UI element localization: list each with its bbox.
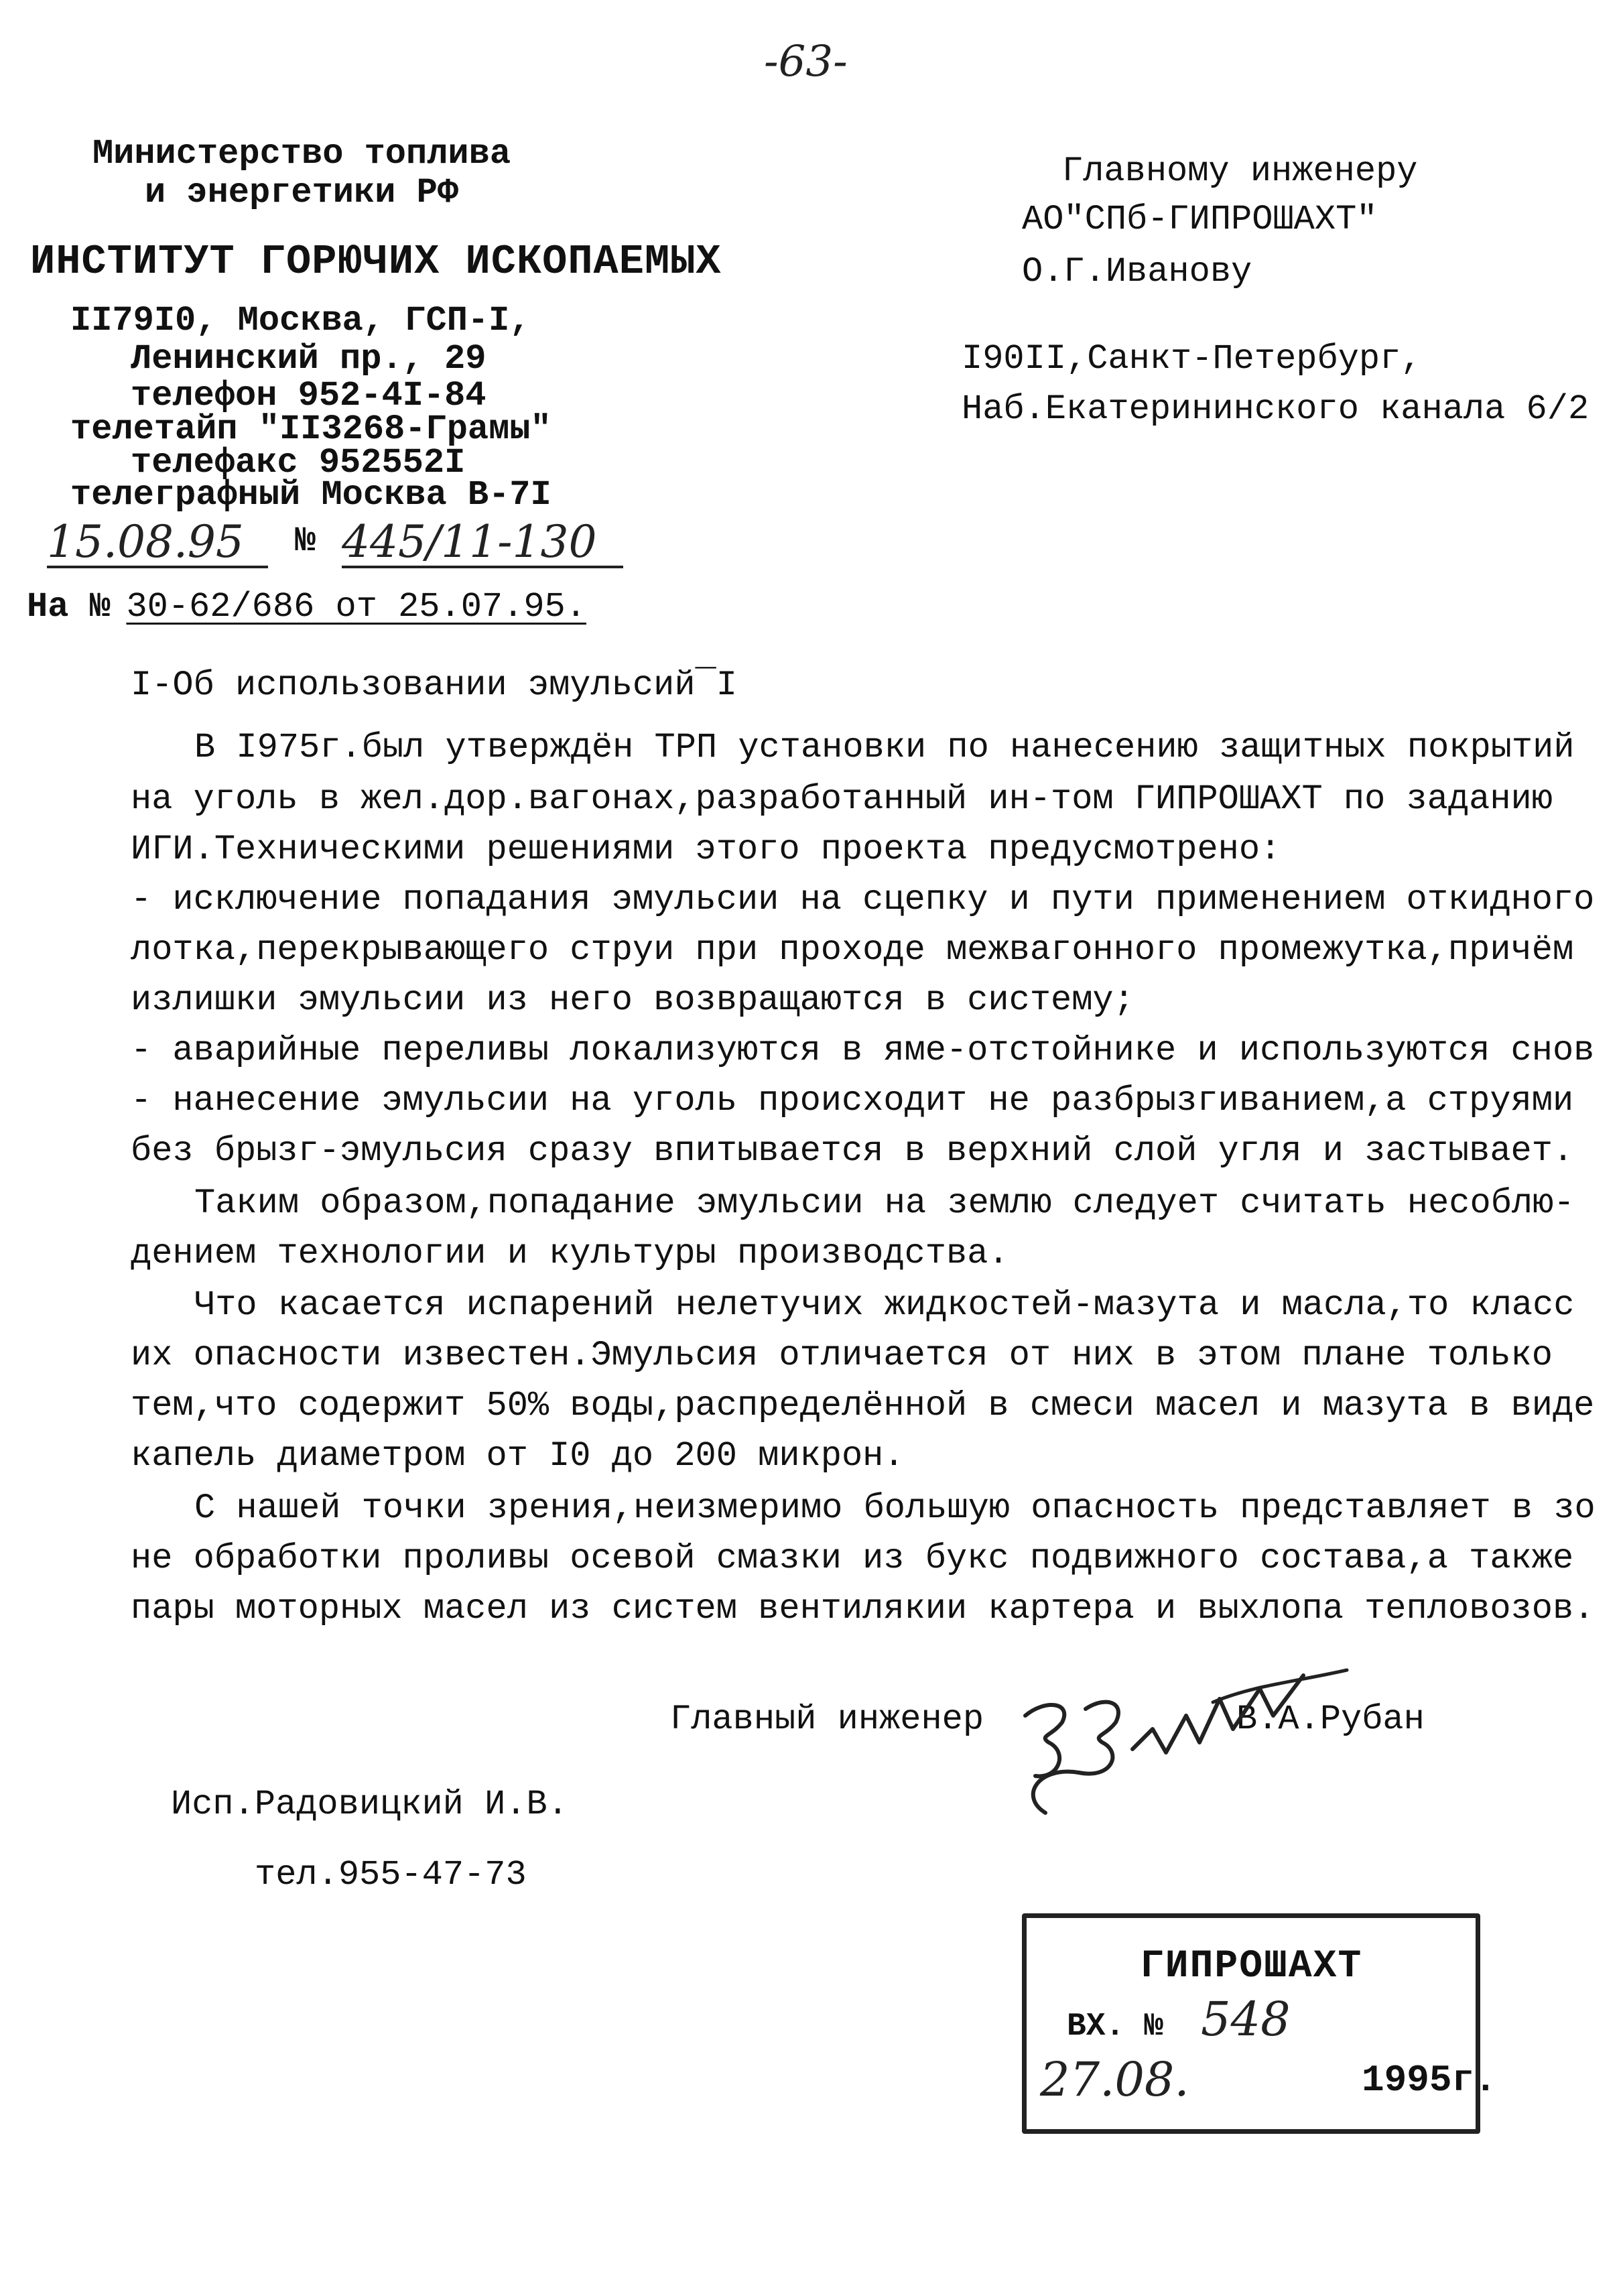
signer-name: В.А.Рубан xyxy=(1236,1700,1425,1739)
stamp-date: 27.08. xyxy=(1040,2052,1189,2107)
number-sign: № xyxy=(295,521,316,561)
reply-reference xyxy=(27,582,586,633)
address-line: телетайп "II3268-Грамы" xyxy=(70,409,551,449)
body-line: Что касается испарений нелетучих жидкостей-мазута и масла,то класс xyxy=(194,1285,1575,1325)
body-line: излишки эмульсии из него возвращаются в систему; xyxy=(131,980,1134,1020)
stamp-org: ГИПРОШАХТ xyxy=(1141,1945,1363,1988)
outgoing-date: 15.08.95 xyxy=(47,516,244,568)
executor-name: Исп.Радовицкий И.В. xyxy=(171,1785,568,1824)
body-line: - аварийные переливы локализуются в яме-отстойнике и используются снов xyxy=(131,1031,1595,1070)
body-line: без брызг-эмульсия сразу впитывается в верхний слой угля и застывает. xyxy=(131,1131,1574,1171)
body-line: пары моторных масел из систем вентилякии картера и выхлопа тепловозов. xyxy=(131,1589,1595,1629)
incoming-stamp xyxy=(1022,1913,1497,2134)
body-line: не обработки проливы осевой смазки из букс подвижного состава,а также xyxy=(131,1539,1574,1578)
body-line: лотка,перекрывающего струи при проходе межвагонного промежутка,причём xyxy=(131,930,1574,970)
stamp-incoming-label: ВХ. № xyxy=(1067,2008,1164,2045)
body-line: Таким образом,попадание эмульсии на землю следует считать несоблю- xyxy=(194,1184,1575,1223)
ministry-line-1: Министерство топлива xyxy=(92,134,511,174)
subject-line: I-Об использовании эмульсий¯I xyxy=(131,665,737,705)
executor-phone: тел.955-47-73 xyxy=(255,1855,527,1895)
institute-name: ИНСТИТУТ ГОРЮЧИХ ИСКОПАЕМЫХ xyxy=(30,238,722,285)
reply-prefix: На № xyxy=(27,587,111,627)
address-line: Ленинский пр., 29 xyxy=(131,339,486,379)
body-line: С нашей точки зрения,неизмеримо большую опасность представляет в зо xyxy=(194,1488,1596,1528)
body-line: капель диаметром от I0 до 200 микрон. xyxy=(131,1436,905,1476)
outgoing-reference xyxy=(47,516,643,570)
address-line: телефон 952-4I-84 xyxy=(131,376,486,416)
outgoing-number-underline xyxy=(342,566,623,568)
stamp-year: 1995г. xyxy=(1362,2059,1497,2102)
body-line: дением технологии и культуры производства. xyxy=(131,1234,1009,1273)
outgoing-number: 445/11-130 xyxy=(342,516,597,568)
body-line: В I975г.был утверждён ТРП установки по нанесению защитных покрытий xyxy=(194,728,1575,767)
address-line: II79I0, Москва, ГСП-I, xyxy=(70,301,531,340)
recipient-address-2: Наб.Екатерининского канала 6/2 xyxy=(962,389,1589,429)
ministry-line-2: и энергетики РФ xyxy=(144,173,459,212)
handwritten-signature xyxy=(998,1635,1374,1823)
recipient-line-3: О.Г.Иванову xyxy=(1022,252,1252,292)
body-line: тем,что содержит 50% воды,распределённой в смеси масел и мазута в виде xyxy=(131,1386,1595,1425)
recipient-line-2: АО"СПб-ГИПРОШАХТ" xyxy=(1022,200,1378,239)
body-line: - нанесение эмульсии на уголь происходит не разбрызгиванием,а струями xyxy=(131,1081,1574,1121)
reply-ref: 30-62/686 от 25.07.95. xyxy=(126,587,586,627)
address-line: телефакс 952552I xyxy=(131,443,466,483)
body-line: ИГИ.Техническими решениями этого проекта предусмотрено: xyxy=(131,830,1281,869)
body-line: их опасности известен.Эмульсия отличается от них в этом плане только xyxy=(131,1336,1553,1375)
page-number: -63- xyxy=(764,37,848,86)
outgoing-date-underline xyxy=(47,566,268,568)
signer-title: Главный инженер xyxy=(670,1700,984,1739)
body-line: - исключение попадания эмульсии на сцепку и пути применением откидного xyxy=(131,880,1595,919)
body-line: на уголь в жел.дор.вагонах,разработанный ин-том ГИПРОШАХТ по заданию xyxy=(131,779,1553,819)
stamp-incoming-number: 548 xyxy=(1201,1992,1291,2047)
address-line: телеграфный Москва B-7I xyxy=(70,475,551,515)
recipient-line-1: Главному инженеру xyxy=(1062,151,1418,191)
recipient-address-1: I90II,Санкт-Петербург, xyxy=(962,339,1422,379)
